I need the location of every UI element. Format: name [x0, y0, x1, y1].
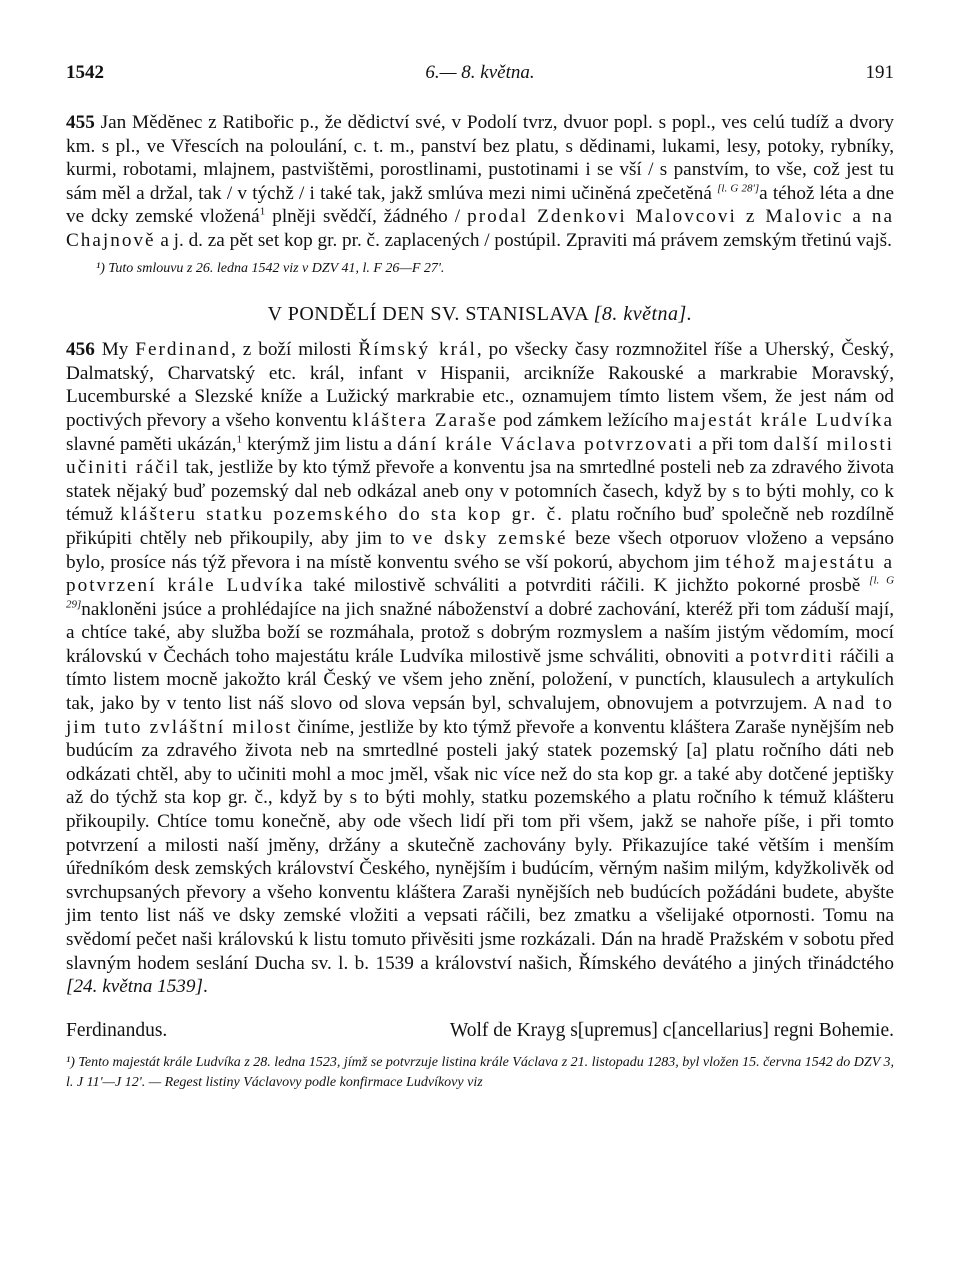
spaced-text: Ferdinand: [135, 339, 232, 361]
spaced-text: potvrditi: [749, 645, 834, 667]
header-date: 6.— 8. května.: [425, 62, 535, 83]
entry-text: tak, jestliže by kto týmž převoře a konventu jsa na smrtedlné posteli neb za zdravého života statek nějaký buď pozemský dal neb odkázal aneb ony v potomních časech, když by s to býti mohly, co k témuž: [66, 457, 894, 526]
section-heading: [66, 303, 894, 327]
spaced-text: Římský král: [358, 339, 477, 361]
signature-chancellor: Wolf de Krayg s[upremus] c[ancellarius] regni Bohemie.: [449, 1019, 894, 1041]
entry-text: a téhož léta a dne ve dcky zemské vložená: [66, 182, 895, 228]
entry-text: činíme, jestliže by kto týmž převoře a konventu kláštera Zaraše nynějším neb budúcím za zdravého života neb na smrtedlné posteli jaký statek pozemský [a] platu ročního dáti neb odkázati chtěl, aby to učiniti mohl a moc jměl, však nic více než do sta kop gr. a také aby dotčené jeptišky až do týchž sta kop gr. č., když by s to býti mohly, statku pozemského a platu ročního k témuž klášteru přikoupily. Chtíce tomu konečně, aby ode všech lidí při tom při všem, jakž se nahoře píše, i při tomto potvrzení a milosti naší jměny, držány a skutečně zachovány byly. Přikazujíce také větším i menším úředníkóm desk zemských království Českého, nynějším i budúcím, věrným našim milým, kdyžkolivěk od svrchupsaných převory a všeho konventu kláštera Zaraši nynějších neb budúcích požádáni budete, abyšte jim tento list náš ve dsky zemské vložiti a vepsati ráčili, bez zmatku a všelijaké otpornosti. Tomu na svědomí pečet naši královskú k listu tomuto přivěsiti jsme rozkázali. Dán na hradě Pražském v sobotu před slavným hodem seslání Ducha sv. l. b. 1539 a království našich, Římského devátého a jiných třinádctého: [66, 716, 894, 974]
signature-king: Ferdinandus.: [66, 1019, 168, 1041]
entry-text: ráčili a tímto listem mocně jakožto král Český ve všem jeho znění, položení, v punctích, klausulech a artykulích tak, jako by v tento list náš slovo od slova vepsán byl, schvalujem, obnovujem a potvrzujem. A: [66, 645, 894, 715]
footnote-ref: 1: [236, 433, 242, 446]
running-header: [66, 62, 894, 88]
entry-number: 455: [66, 112, 95, 133]
entry-text: , z boží milosti: [231, 339, 359, 361]
spaced-text: téhož majestátu a potvrzení krále Ludvíka: [66, 551, 894, 597]
document-body: [66, 111, 894, 1093]
entry-text: a při tom: [693, 433, 774, 455]
entry-text: pod zámkem ležícího: [498, 409, 674, 431]
signatures: [66, 1019, 894, 1045]
entry-text: kterýmž jim listu a: [241, 433, 398, 455]
entry-text: a j. d. za pět set kop gr. pr. č. zaplacených / postúpil. Zpraviti má právem zemským třetinú vajš.: [155, 229, 892, 251]
entry-text: plněji svědčí, žádného /: [272, 206, 468, 228]
entry-text: , po všecky časy rozmnožitel říše a Uherský, Český, Dalmatský, Charvatský etc. král, infant v Hispanii, arcikníže Rakouské a markrabie Moravský, Lucemburské a Slezské kníže a Lužický markrabie etc., oznamujem tímto listem všem, že jest nám od poctivých převory a všeho konventu: [66, 339, 895, 431]
spaced-text: klášteru statku pozemského do sta kop gr. č.: [120, 504, 564, 526]
entry-text: platu ročního buď společně neb rozdílně přikúpiti chtěly neb přikoupily, aby jim to: [66, 504, 894, 549]
spaced-text: další milosti učiniti ráčil: [66, 433, 894, 479]
entry-text: beze všech otporuov vloženo a vepsáno bylo, prosíce nás týž převora i na místě konventu svého se vší pokorú, abychom jim: [66, 527, 894, 573]
footnote: ¹) Tento majestát krále Ludvíka z 28. ledna 1523, jímž se potvrzuje listina krále Václava z 21. listopadu 1283, byl vložen 15. června 1542 do DZV 3, l. J 11'—J 12'. — Regest listiny Václavovy podle konfirmace Ludvíkovy viz: [66, 1054, 894, 1090]
spaced-text: kláštera Zaraše: [352, 409, 499, 431]
entry-text: Jan Mědĕnec z Ratibořic p., že dědictví své, v Podolí tvrz, dvuor popl. s popl., ves celú tudíž a dvory km. s pl., ve Vřescích na poloulání, c. t. m., panství bez platu, s dědinami, lukami, lesy, potoky, rybníky, kurmi, robotami, mlajnem, pastvištĕmi, porostlinami, pustotinami i se vší / s panstvím, to vše, což jest tu sám měl a držal, tak / v týchž / i také tak, jakž smlúva mezi nimi učiněná zpečetěná: [66, 112, 895, 204]
entry-text: nakloněni jsúce a prohlédajíce na jich snažné náboženství a dobré zachování, kteréž při tom záduší mají, a chtíce také, aby služba boží se rozmáhala, protož s dobrým rozmyslem a naším jistým vědomím, mocí královskú v Čechách toho majestátu krále Ludvíka milostivě jsme schváliti, obnoviti a: [66, 598, 894, 667]
spaced-text: prodal Zdenkovi Malovcovi z Malovic a na Chajnově: [66, 206, 895, 251]
folio-ref: [l. G 28']: [717, 182, 760, 195]
spaced-text: majestát krále Ludvíka: [673, 409, 894, 431]
entry-number: 456: [66, 339, 95, 361]
header-year: 1542: [66, 62, 104, 83]
footnote-ref: 1: [259, 205, 266, 218]
entry-456: 456 My Ferdinand, z boží milosti Římský král, po všecky časy rozmnožitel říše a Uherský, Český, Dalmatský, Charvatský etc. král, infant v Hispanii, arcikníže Rakouské a markrabie Moravský, Lucemburské a Slezské kníže a Lužický markrabie etc., oznamujem tímto listem všem, že jest nám od poctivých převory a všeho konventu kláštera Zaraše pod zámkem ležícího majestát krále Ludvíka slavné paměti ukázán,$^1$ kterýmž jim listu a dání krále Václava potvrzovati a při tom další milosti učiniti ráčil tak, jestliže by kto týmž převoře a konventu jsa na smrtedlné posteli neb za zdravého života statek nějaký buď pozemský dal neb odkázal aneb ony v potomních časech, když by s to býti mohly, co k témuž klášteru statku pozemského do sta kop gr. č. platu ročního buď společně neb rozdílně přikúpiti chtěly neb přikoupily, aby jim to ve dsky zemské beze všech otporuov vloženo a vepsáno bylo, prosíce nás týž převora i na místě konventu svého se vší pokorú, abychom jim téhož majestátu a potvrzení krále Ludvíka také milostivě schváliti a potvrditi ráčili. K jichžto pokorné prosbě [l. G 29]nakloněni jsúce a prohlédajíce na jich snažné náboženství a dobré zachování, kteréž při tom záduší mají, a chtíce také, aby služba boží se rozmáhala, protož s dobrým rozmyslem a naším jistým vědomím, mocí královskú v Čechách toho majestátu krále Ludvíka milostivě jsme schváliti, obnoviti a potvrditi ráčili a tímto listem mocně jakožto král Český ve všem jeho znění, položení, v punctích, klausulech a artykulích tak, jako by v tento list náš slovo od slova vepsán byl, schvalujem, obnovujem a potvrzujem. A nad to jim tuto zvláštní milost činíme, jestliže by kto týmž převoře a konventu kláštera Zaraše nynějším neb budúcím za zdravého života neb na smrtedlné posteli jaký statek pozemský [a] platu ročního dáti neb odkázati chtěl, aby to učiniti mohl a moc jměl, však nic více než do sta kop gr. a také aby dotčené jeptišky až do týchž sta kop gr. č., když by s to býti mohly, statku pozemského a platu ročního k témuž klášteru přikoupily. Chtíce tomu konečně, aby ode všech lidí při tom při všem, jakž se nahoře píše, i při tomto potvrzení a milosti naší jměny, držány a skutečně zachovány byly. Přikazujíce také větším i menším úředníkóm desk zemských království Českého, nynějším i budúcím, věrným našim milým, kdyžkolivěk od svrchupsaných převory a všeho konventu kláštera Zaraši nynějších neb budúcích požádáni budete, abyšte jim tento list náš ve dsky zemské vložiti a vepsati ráčili, bez zmatku a všelijaké otpornosti. Tomu na svědomí pečet naši královskú k listu tomuto přivěsiti jsme rozkázali. Dán na hradě Pražském v sobotu před slavným hodem seslání Ducha sv. l. b. 1539 a království našich, Římského devátého a jiných třinádctého [24. května 1539].: [66, 339, 895, 998]
page-number: 191: [865, 62, 894, 83]
footnote: ¹) Tuto smlouvu z 26. ledna 1542 viz v DZV 41, l. F 26—F 27'.: [96, 260, 445, 276]
heading-date: [8. května].: [593, 302, 693, 325]
entry-text: My: [101, 339, 136, 361]
spaced-text: ve dsky zemské: [412, 527, 568, 549]
folio-ref: [l. G 29]: [66, 574, 895, 611]
spaced-text: nad to jim tuto zvláštní milost: [66, 693, 894, 738]
spaced-text: dání krále Václava potvrzovati: [397, 433, 694, 455]
entry-455: [66, 111, 894, 253]
entry-text: také milostivě schváliti a potvrditi ráčili. K jichžto pokorné prosbě: [304, 575, 870, 597]
entry-text: slavné paměti ukázán,: [66, 433, 237, 455]
document-date: [24. května 1539]: [66, 976, 203, 998]
heading-text: V PONDĚLÍ DEN SV. STANISLAVA: [267, 302, 589, 325]
